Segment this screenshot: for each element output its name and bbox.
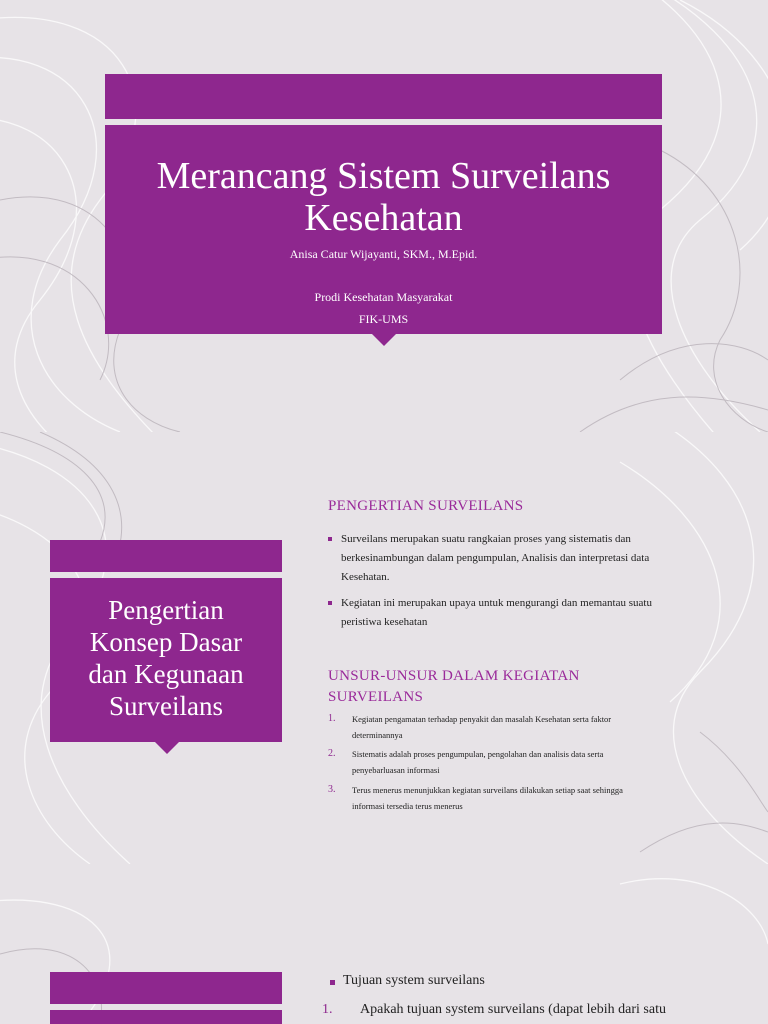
slide-3 <box>0 864 768 1024</box>
bullet-marker <box>330 980 335 985</box>
heading-unsur: UNSUR-UNSUR DALAM KEGIATAN SURVEILANS <box>328 668 580 705</box>
numbered-item: 3. Terus menerus menunjukkan kegiatan surveilans dilakukan setiap saat sehingga informasi tersedia terus menerus <box>328 784 623 811</box>
item-number: 3. <box>328 784 336 795</box>
item-number: 1. <box>328 713 336 724</box>
bullet-item: Tujuan system surveilans <box>343 973 485 989</box>
slide-2 <box>0 432 768 864</box>
section-top-bar <box>50 972 282 1004</box>
bullet-item: Kegiatan ini merupakan upaya untuk mengurangi dan memantau suatu peristiwa kesehatan <box>341 594 741 632</box>
section-title: Pengertian Konsep Dasar dan Kegunaan Surveilans <box>88 595 244 721</box>
numbered-item: 1. Kegiatan pengamatan terhadap penyakit dan masalah Kesehatan serta faktor determinannya <box>328 713 612 740</box>
numbered-item: 2. Sistematis adalah proses pengumpulan, pengolahan dan analisis data serta penyebarluasan informasi <box>328 748 604 775</box>
author-name: Anisa Catur Wijayanti, SKM., M.Epid. <box>289 247 478 261</box>
department-name: Prodi Kesehatan Masyarakat <box>314 290 453 304</box>
title-top-bar <box>105 74 662 119</box>
title-box-pointer <box>372 334 396 346</box>
faculty-name: FIK-UMS <box>358 312 409 326</box>
presentation-title: Merancang Sistem Surveilans Kesehatan <box>156 155 611 239</box>
numbered-item: 1. Apakah tujuan system surveilans (dapat lebih dari satu <box>322 1002 666 1017</box>
slide-1 <box>0 0 768 432</box>
bullet-marker <box>328 601 332 605</box>
section-top-bar <box>50 540 282 572</box>
bullet-marker <box>328 537 332 541</box>
item-number: 2. <box>328 748 336 759</box>
heading-pengertian: PENGERTIAN SURVEILANS <box>328 498 524 514</box>
section-title-box <box>50 1010 282 1024</box>
item-number: 1. <box>322 1002 333 1017</box>
section-box-pointer <box>155 742 179 754</box>
bullet-item: Surveilans merupakan suatu rangkaian proses yang sistematis dan berkesinambungan dalam pengumpulan, Analisis dan interpretasi data Kesehatan. <box>341 530 741 587</box>
